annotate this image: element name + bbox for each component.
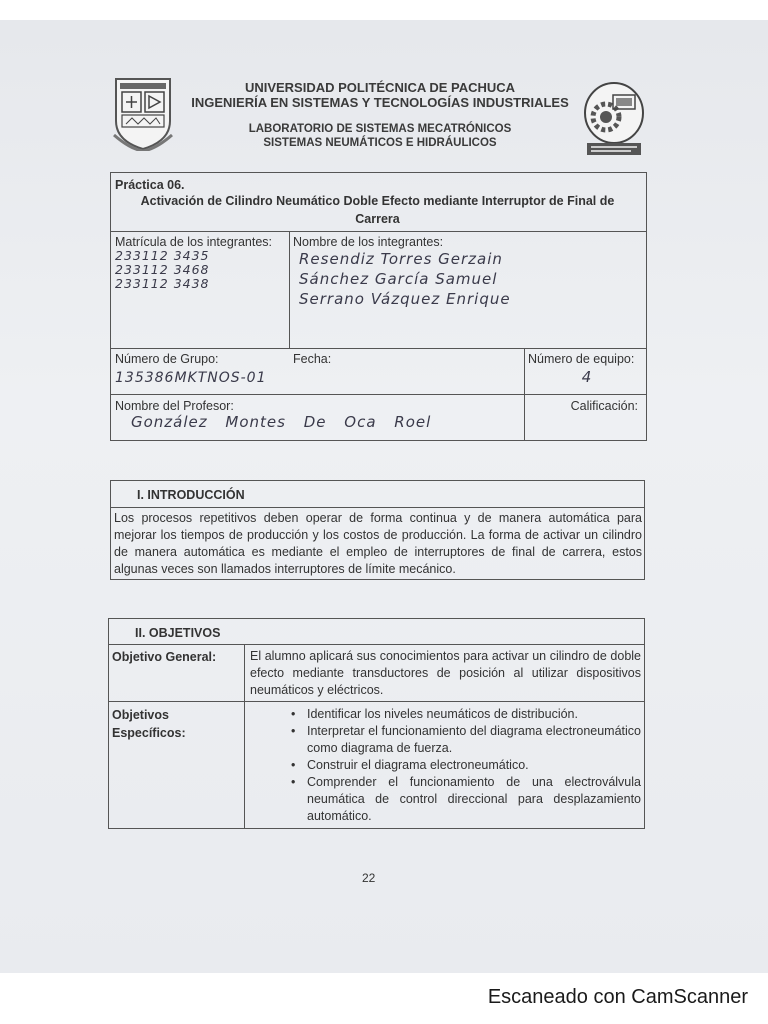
introduction-title (137, 486, 617, 504)
team-value: 4 (581, 368, 593, 386)
matricula-label: Matrícula de los integrantes: (115, 235, 273, 249)
specific-objectives-list-cell (269, 706, 641, 826)
date-label: Fecha: (293, 352, 332, 366)
camscanner-watermark: Escaneado con CamScanner (487, 986, 748, 1008)
practice-info-table (110, 172, 647, 441)
member-name-2: Sánchez García Samuel (299, 270, 498, 288)
specific-objectives-list (269, 706, 641, 825)
team-cell (528, 352, 646, 394)
professor-value: González Montes De Oca Roel (131, 413, 432, 431)
member-name-1: Resendiz Torres Gerzain (299, 250, 503, 268)
engineering-name: INGENIERÍA EN SISTEMAS Y TECNOLOGÍAS INDUSTRIALES (191, 95, 569, 110)
grade-label: Calificación: (570, 399, 638, 413)
date-cell (293, 352, 521, 394)
specific-objective-3: • Construir el diagrama electroneumático. (289, 757, 641, 774)
practice-title: Activación de Cilindro Neumático Doble Efecto mediante Interruptor de Final de Carrera (140, 194, 615, 226)
specific-objective-2: • Interpretar el funcionamiento del diagrama electroneumático como diagrama de fuerza. (289, 723, 641, 757)
group-cell (115, 352, 287, 394)
introduction-section (110, 480, 645, 580)
general-objective-label: Objetivo General: (112, 650, 217, 664)
objectives-section (108, 618, 645, 829)
introduction-text: Los procesos repetitivos deben operar de forma continua y de manera automática para mejorar los tiempos de producción y los costos de producción. La forma de activar un cilindro de manera automática es mediante el empleo de interruptores de final de carrera, estos algunas veces son llamados interruptores de límite mecánico. (114, 511, 642, 576)
objectives-title (135, 624, 615, 642)
matricula-cell (115, 235, 287, 345)
matricula-1: 233112 3435 (115, 248, 210, 263)
team-label: Número de equipo: (528, 352, 635, 366)
objectives-title-text: II. OBJETIVOS (135, 626, 221, 640)
introduction-title-text: I. INTRODUCCIÓN (137, 488, 245, 502)
professor-cell (115, 399, 520, 439)
university-logo-icon (110, 75, 176, 151)
specific-objective-1: • Identificar los niveles neumáticos de distribución. (289, 706, 641, 723)
specific-objective-4: • Comprender el funcionamiento de una electroválvula neumática de control direccional para desplazamiento automático. (289, 774, 641, 825)
practice-number: Práctica 06. (115, 178, 185, 192)
member-name-3: Serrano Vázquez Enrique (299, 290, 511, 308)
specific-objectives-label: Objetivos Específicos: (112, 708, 186, 740)
program-logo-icon (583, 81, 645, 157)
general-objective-label-cell (112, 648, 242, 698)
grade-cell (528, 399, 642, 439)
names-label: Nombre de los integrantes: (293, 235, 444, 249)
matricula-2: 233112 3468 (115, 262, 210, 277)
scan-top-margin (0, 0, 768, 20)
university-name: UNIVERSIDAD POLITÉCNICA DE PACHUCA (244, 80, 516, 95)
general-objective-text: El alumno aplicará sus conocimientos para activar un cilindro de doble efecto mediante transductores de posición al utilizar dispositivos neumáticos y eléctricos. (250, 649, 641, 697)
group-value: 135386MKTNOS-01 (115, 370, 267, 386)
specific-objectives-label-cell (112, 706, 242, 740)
matricula-3: 233112 3438 (115, 276, 210, 291)
professor-label: Nombre del Profesor: (115, 399, 234, 413)
page-number: 22 (362, 871, 376, 885)
practice-title-cell (115, 178, 640, 230)
group-label: Número de Grupo: (115, 352, 219, 366)
names-cell (293, 235, 643, 345)
lab-name: LABORATORIO DE SISTEMAS MECATRÓNICOS (248, 123, 512, 135)
systems-name: SISTEMAS NEUMÁTICOS E HIDRÁULICOS (263, 137, 497, 149)
